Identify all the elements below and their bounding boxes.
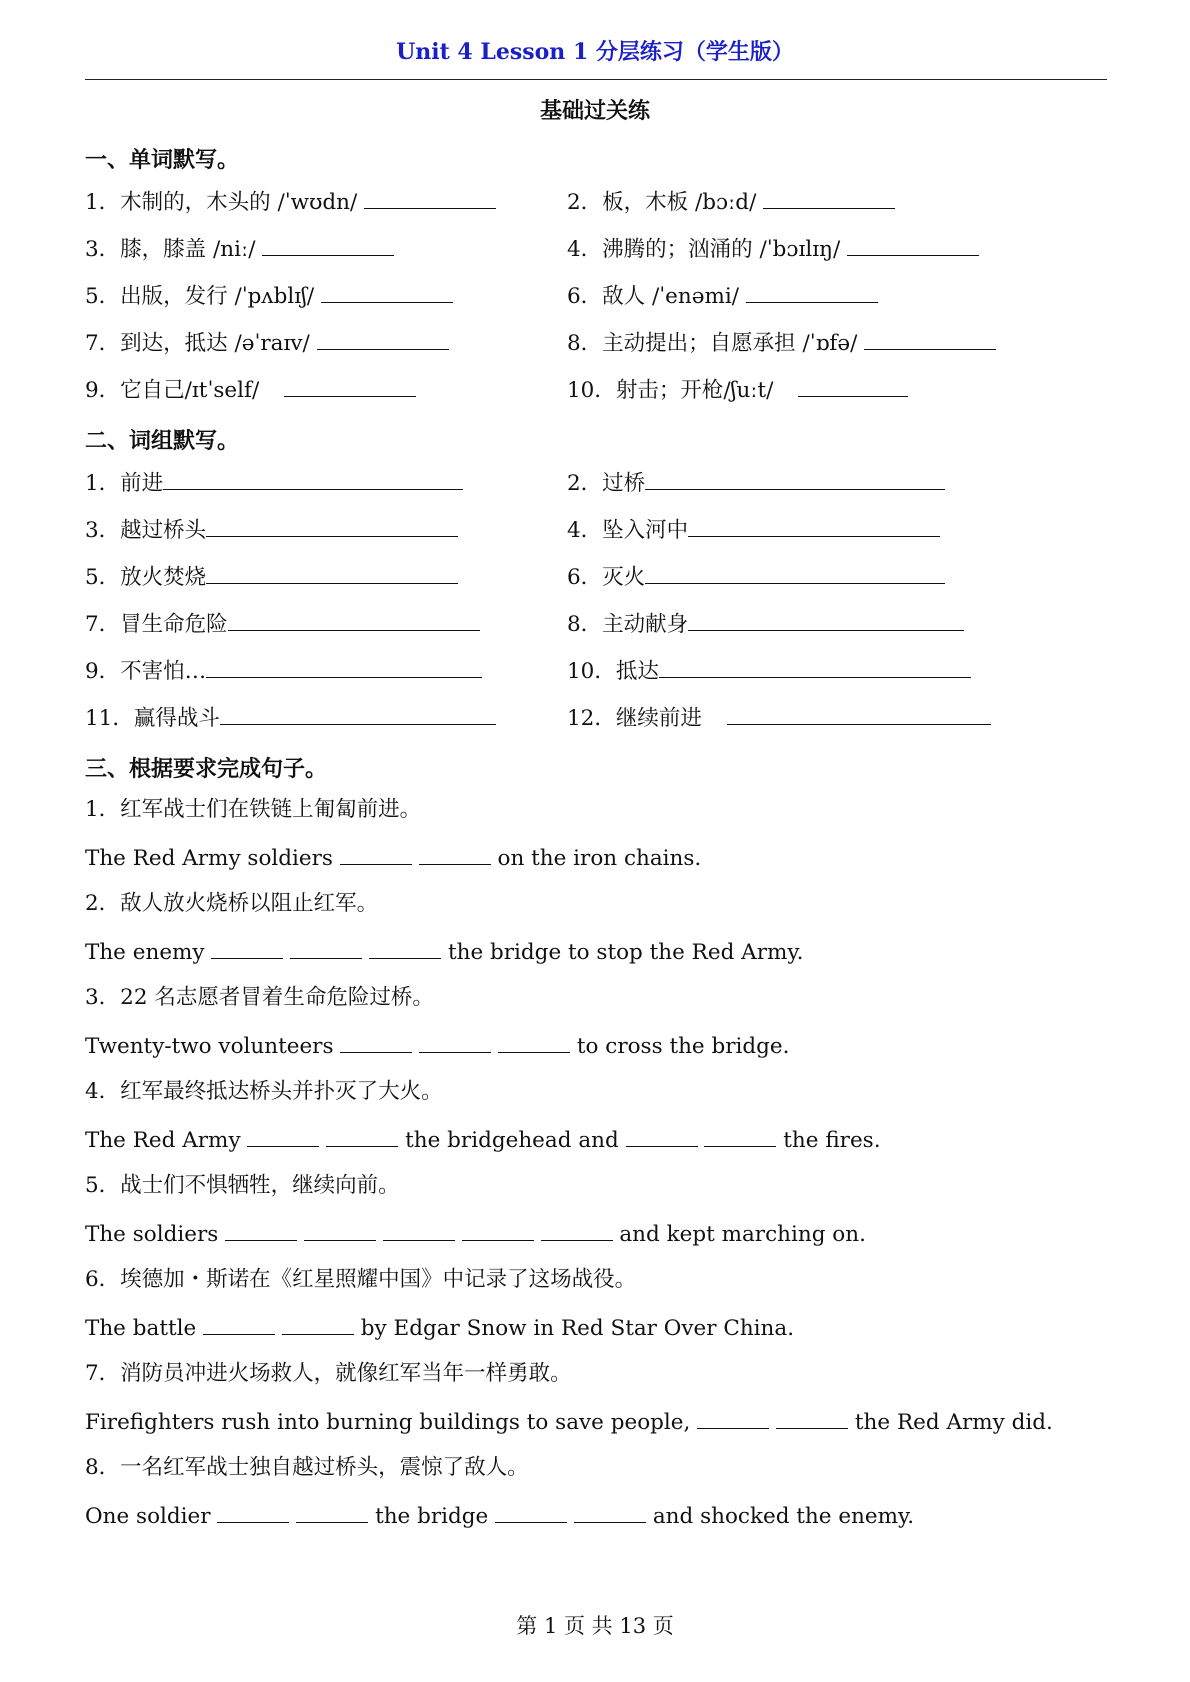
document-title: Unit 4 Lesson 1 分层练习（学生版） — [396, 39, 794, 65]
answer-blank[interactable] — [203, 1313, 275, 1335]
answer-blank[interactable] — [304, 1219, 376, 1241]
phrase-item: 8．主动献身 — [567, 609, 964, 639]
phrase-item: 10．抵达 — [567, 656, 971, 686]
answer-blank[interactable] — [495, 1501, 567, 1523]
answer-blank[interactable] — [776, 1407, 848, 1429]
answer-blank[interactable] — [419, 1031, 491, 1053]
answer-blank[interactable] — [321, 281, 453, 303]
answer-blank[interactable] — [296, 1501, 368, 1523]
answer-blank[interactable] — [626, 1125, 698, 1147]
sentence-english: One soldier the bridge and shocked the enemy. — [85, 1501, 914, 1531]
answer-blank[interactable] — [282, 1313, 354, 1335]
answer-blank[interactable] — [225, 1219, 297, 1241]
phrase-item: 1．前进 — [85, 468, 463, 498]
answer-blank[interactable] — [659, 656, 971, 678]
word-item: 4．沸腾的；汹涌的 /ˈbɔɪlɪŋ/ — [567, 234, 979, 264]
answer-blank[interactable] — [340, 843, 412, 865]
phrase-item: 2．过桥 — [567, 468, 945, 498]
word-item: 10．射击；开枪/ʃuːt/ — [567, 375, 908, 405]
answer-blank[interactable] — [645, 468, 945, 490]
answer-blank[interactable] — [462, 1219, 534, 1241]
sentence-english: The soldiers and kept marching on. — [85, 1219, 866, 1249]
sentence-english: Twenty-two volunteers to cross the bridge. — [85, 1031, 790, 1061]
word-item: 3．膝，膝盖 /niː/ — [85, 234, 394, 264]
phrase-item: 5．放火焚烧 — [85, 562, 458, 592]
word-item: 9．它自己/ɪtˈself/ — [85, 375, 416, 405]
answer-blank[interactable] — [290, 937, 362, 959]
answer-blank[interactable] — [340, 1031, 412, 1053]
answer-blank[interactable] — [284, 375, 416, 397]
answer-blank[interactable] — [211, 937, 283, 959]
sentence-chinese: 2．敌人放火烧桥以阻止红军。 — [85, 891, 379, 916]
answer-blank[interactable] — [369, 937, 441, 959]
answer-blank[interactable] — [262, 234, 394, 256]
answer-blank[interactable] — [864, 328, 996, 350]
answer-blank[interactable] — [847, 234, 979, 256]
answer-blank[interactable] — [217, 1501, 289, 1523]
sentence-english: The enemy the bridge to stop the Red Army. — [85, 937, 804, 967]
header-divider — [85, 79, 1107, 80]
word-item: 8．主动提出；自愿承担 /ˈɒfə/ — [567, 328, 996, 358]
answer-blank[interactable] — [798, 375, 908, 397]
answer-blank[interactable] — [326, 1125, 398, 1147]
section2-heading: 二、词组默写。 — [85, 428, 240, 454]
answer-blank[interactable] — [498, 1031, 570, 1053]
answer-blank[interactable] — [364, 187, 496, 209]
phrase-item: 12．继续前进 — [567, 703, 991, 733]
word-item: 2．板，木板 /bɔːd/ — [567, 187, 895, 217]
phrase-item: 4．坠入河中 — [567, 515, 940, 545]
sentence-chinese: 6．埃德加・斯诺在《红星照耀中国》中记录了这场战役。 — [85, 1267, 637, 1292]
sentence-english: The battle by Edgar Snow in Red Star Over China. — [85, 1313, 794, 1343]
phrase-item: 9．不害怕… — [85, 656, 482, 686]
sentence-chinese: 7．消防员冲进火场救人，就像红军当年一样勇敢。 — [85, 1361, 572, 1386]
answer-blank[interactable] — [163, 468, 463, 490]
answer-blank[interactable] — [206, 656, 482, 678]
answer-blank[interactable] — [317, 328, 449, 350]
sentence-english: The Red Army the bridgehead and the fires. — [85, 1125, 881, 1155]
answer-blank[interactable] — [688, 609, 964, 631]
answer-blank[interactable] — [228, 609, 480, 631]
phrase-item: 3．越过桥头 — [85, 515, 458, 545]
answer-blank[interactable] — [704, 1125, 776, 1147]
sentence-chinese: 4．红军最终抵达桥头并扑灭了大火。 — [85, 1079, 443, 1104]
answer-blank[interactable] — [419, 843, 491, 865]
answer-blank[interactable] — [763, 187, 895, 209]
page-number: 第 1 页 共 13 页 — [516, 1614, 674, 1638]
answer-blank[interactable] — [206, 562, 458, 584]
sentence-chinese: 5．战士们不惧牺牲，继续向前。 — [85, 1173, 400, 1198]
answer-blank[interactable] — [574, 1501, 646, 1523]
answer-blank[interactable] — [541, 1219, 613, 1241]
answer-blank[interactable] — [697, 1407, 769, 1429]
word-item: 1．木制的，木头的 /ˈwʊdn/ — [85, 187, 496, 217]
answer-blank[interactable] — [727, 703, 991, 725]
answer-blank[interactable] — [688, 515, 940, 537]
answer-blank[interactable] — [220, 703, 496, 725]
section-subtitle: 基础过关练 — [539, 98, 650, 124]
answer-blank[interactable] — [645, 562, 945, 584]
sentence-english: Firefighters rush into burning buildings to save people, the Red Army did. — [85, 1407, 1053, 1437]
word-item: 7．到达，抵达 /əˈraɪv/ — [85, 328, 449, 358]
answer-blank[interactable] — [206, 515, 458, 537]
answer-blank[interactable] — [383, 1219, 455, 1241]
sentence-chinese: 3．22 名志愿者冒着生命危险过桥。 — [85, 985, 434, 1010]
answer-blank[interactable] — [746, 281, 878, 303]
phrase-item: 11．赢得战斗 — [85, 703, 496, 733]
answer-blank[interactable] — [247, 1125, 319, 1147]
word-item: 5．出版，发行 /ˈpʌblɪʃ/ — [85, 281, 453, 311]
phrase-item: 6．灭火 — [567, 562, 945, 592]
sentence-english: The Red Army soldiers on the iron chains. — [85, 843, 701, 873]
phrase-item: 7．冒生命危险 — [85, 609, 480, 639]
section3-heading: 三、根据要求完成句子。 — [85, 756, 328, 782]
word-item: 6．敌人 /ˈenəmi/ — [567, 281, 878, 311]
sentence-chinese: 8．一名红军战士独自越过桥头，震惊了敌人。 — [85, 1455, 529, 1480]
sentence-chinese: 1．红军战士们在铁链上匍匐前进。 — [85, 797, 422, 822]
section1-heading: 一、单词默写。 — [85, 147, 240, 173]
